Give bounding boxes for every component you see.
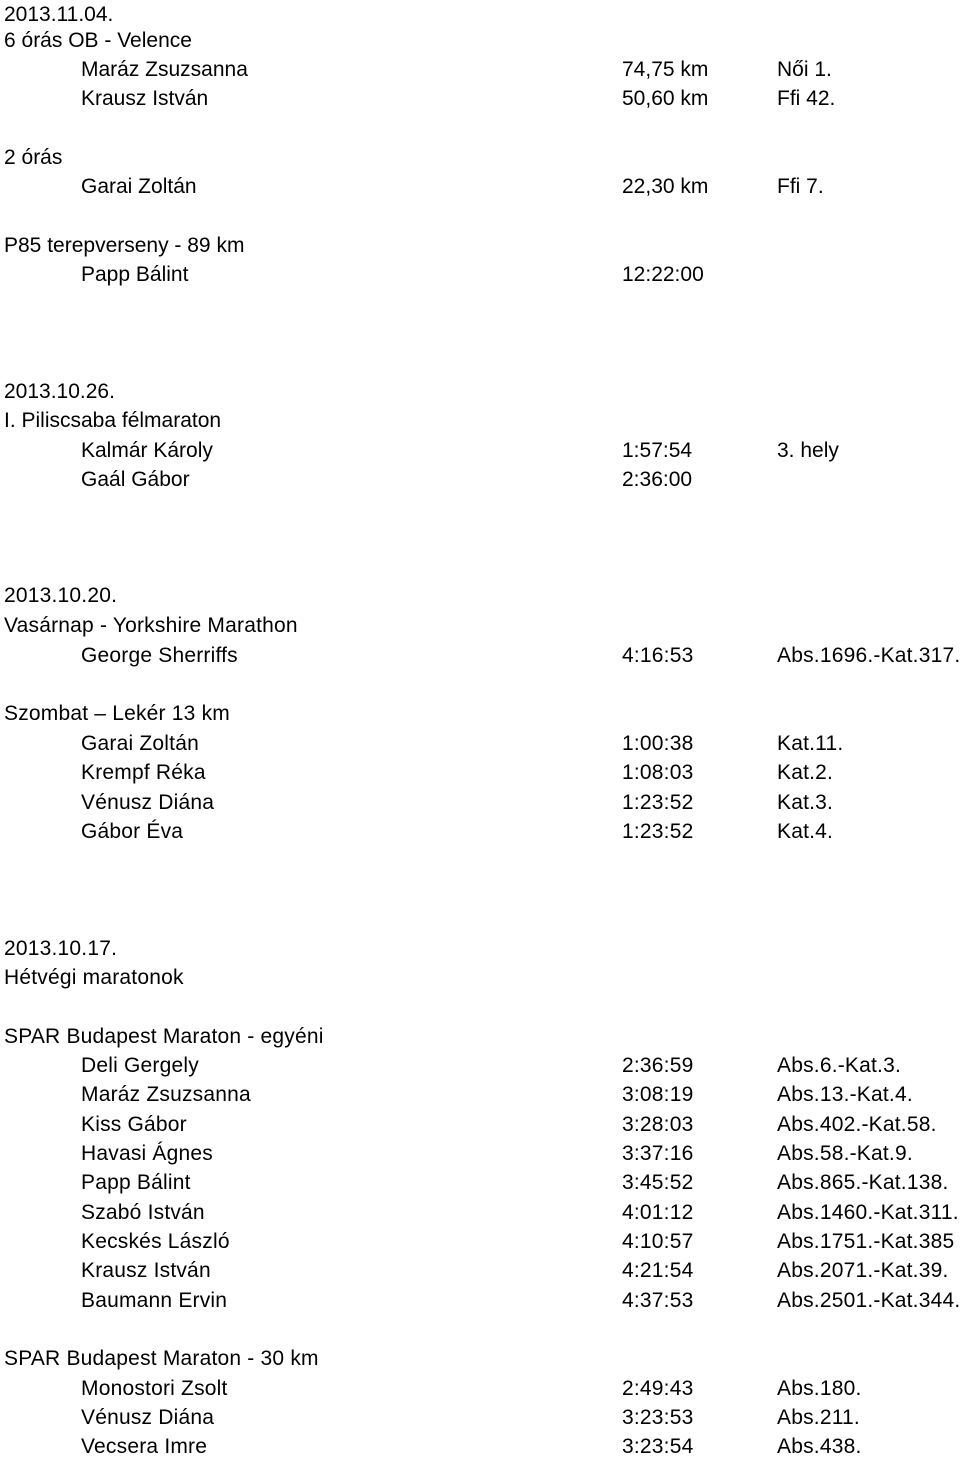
athlete-name: Kiss Gábor [81, 1113, 187, 1136]
placement: Abs.211. [777, 1406, 860, 1429]
section-subtitle: Hétvégi maratonok [4, 966, 184, 989]
result-row [0, 1051, 960, 1080]
result-value: 12:22:00 [622, 263, 704, 286]
placement: Abs.58.-Kat.9. [777, 1142, 913, 1165]
result-value: 1:57:54 [622, 439, 693, 462]
event-title: P85 terepverseny - 89 km [4, 234, 245, 257]
result-row [0, 1110, 960, 1139]
result-value: 3:08:19 [622, 1083, 694, 1106]
section-date: 2013.10.20. [4, 584, 118, 607]
placement: Abs.180. [777, 1377, 862, 1400]
result-value: 3:23:54 [622, 1435, 694, 1458]
athlete-name: Kecskés László [81, 1230, 230, 1253]
athlete-name: Krausz István [81, 1259, 211, 1282]
result-value: 2:36:00 [622, 468, 693, 491]
result-value: 50,60 km [622, 87, 709, 110]
section-date: 2013.10.26. [4, 380, 115, 403]
result-value: 1:23:52 [622, 791, 694, 814]
athlete-name: Krempf Réka [81, 761, 206, 784]
result-row [0, 1286, 960, 1315]
result-row [0, 1139, 960, 1168]
athlete-name: Szabó István [81, 1201, 205, 1224]
placement: Ffi 7. [777, 175, 824, 198]
event-title: I. Piliscsaba félmaraton [4, 409, 222, 432]
placement: Ffi 42. [777, 87, 836, 110]
athlete-name: Baumann Ervin [81, 1289, 228, 1312]
placement: Abs.6.-Kat.3. [777, 1054, 901, 1077]
placement: Abs.865.-Kat.138. [777, 1171, 949, 1194]
result-row [0, 1227, 960, 1256]
placement: Abs.438. [777, 1435, 862, 1458]
result-value: 2:36:59 [622, 1054, 694, 1077]
result-value: 74,75 km [622, 58, 709, 81]
result-row [0, 465, 960, 494]
result-value: 1:08:03 [622, 761, 694, 784]
result-row [0, 1256, 960, 1285]
result-row [0, 1374, 960, 1403]
event-title: Szombat – Lekér 13 km [4, 702, 230, 725]
result-value: 4:01:12 [622, 1201, 694, 1224]
result-value: 4:16:53 [622, 644, 694, 667]
athlete-name: Garai Zoltán [81, 175, 197, 198]
placement: Kat.3. [777, 791, 834, 814]
athlete-name: Gábor Éva [81, 820, 184, 843]
result-row [0, 1403, 960, 1432]
athlete-name: Monostori Zsolt [81, 1377, 228, 1400]
result-row [0, 1168, 960, 1197]
event-title: 6 órás OB - Velence [4, 29, 192, 52]
result-row [0, 84, 960, 113]
result-row [0, 260, 960, 289]
result-row [0, 436, 960, 465]
placement: Abs.1460.-Kat.311. [777, 1201, 959, 1224]
placement: Abs.1696.-Kat.317. [777, 644, 960, 667]
event-title: Vasárnap - Yorkshire Marathon [4, 614, 298, 637]
athlete-name: Maráz Zsuzsanna [81, 58, 248, 81]
result-row [0, 817, 960, 846]
result-value: 4:10:57 [622, 1230, 694, 1253]
athlete-name: Krausz István [81, 87, 209, 110]
result-row [0, 729, 960, 758]
result-value: 1:23:52 [622, 820, 694, 843]
result-value: 4:37:53 [622, 1289, 694, 1312]
placement: Abs.13.-Kat.4. [777, 1083, 913, 1106]
result-value: 4:21:54 [622, 1259, 694, 1282]
athlete-name: Papp Bálint [81, 1171, 191, 1194]
placement: Kat.4. [777, 820, 834, 843]
placement: Abs.2501.-Kat.344. [777, 1289, 960, 1312]
placement: Abs.402.-Kat.58. [777, 1113, 937, 1136]
result-row [0, 172, 960, 201]
placement: Kat.2. [777, 761, 834, 784]
result-value: 3:28:03 [622, 1113, 694, 1136]
placement: Női 1. [777, 58, 832, 81]
result-row [0, 788, 960, 817]
section-date: 2013.10.17. [4, 937, 118, 960]
athlete-name: Havasi Ágnes [81, 1142, 213, 1165]
placement: Kat.11. [777, 732, 844, 755]
result-row [0, 1432, 960, 1461]
result-row [0, 1080, 960, 1109]
result-value: 3:23:53 [622, 1406, 694, 1429]
athlete-name: George Sherriffs [81, 644, 238, 667]
placement: Abs.1751.-Kat.385 [777, 1230, 955, 1253]
athlete-name: Papp Bálint [81, 263, 189, 286]
placement: 3. hely [777, 439, 839, 462]
result-value: 22,30 km [622, 175, 709, 198]
athlete-name: Vecsera Imre [81, 1435, 208, 1458]
result-row [0, 1198, 960, 1227]
result-value: 3:37:16 [622, 1142, 694, 1165]
result-value: 3:45:52 [622, 1171, 694, 1194]
event-title: 2 órás [4, 146, 63, 169]
placement: Abs.2071.-Kat.39. [777, 1259, 949, 1282]
athlete-name: Kalmár Károly [81, 439, 213, 462]
result-value: 1:00:38 [622, 732, 694, 755]
athlete-name: Vénusz Diána [81, 1406, 215, 1429]
result-row [0, 641, 960, 670]
athlete-name: Maráz Zsuzsanna [81, 1083, 251, 1106]
section-date: 2013.11.04. [4, 3, 114, 26]
athlete-name: Garai Zoltán [81, 732, 199, 755]
result-row [0, 55, 960, 84]
event-title: SPAR Budapest Maraton - 30 km [4, 1347, 319, 1370]
result-row [0, 758, 960, 787]
athlete-name: Vénusz Diána [81, 791, 215, 814]
athlete-name: Gaál Gábor [81, 468, 190, 491]
athlete-name: Deli Gergely [81, 1054, 199, 1077]
result-value: 2:49:43 [622, 1377, 694, 1400]
event-title: SPAR Budapest Maraton - egyéni [4, 1025, 324, 1048]
